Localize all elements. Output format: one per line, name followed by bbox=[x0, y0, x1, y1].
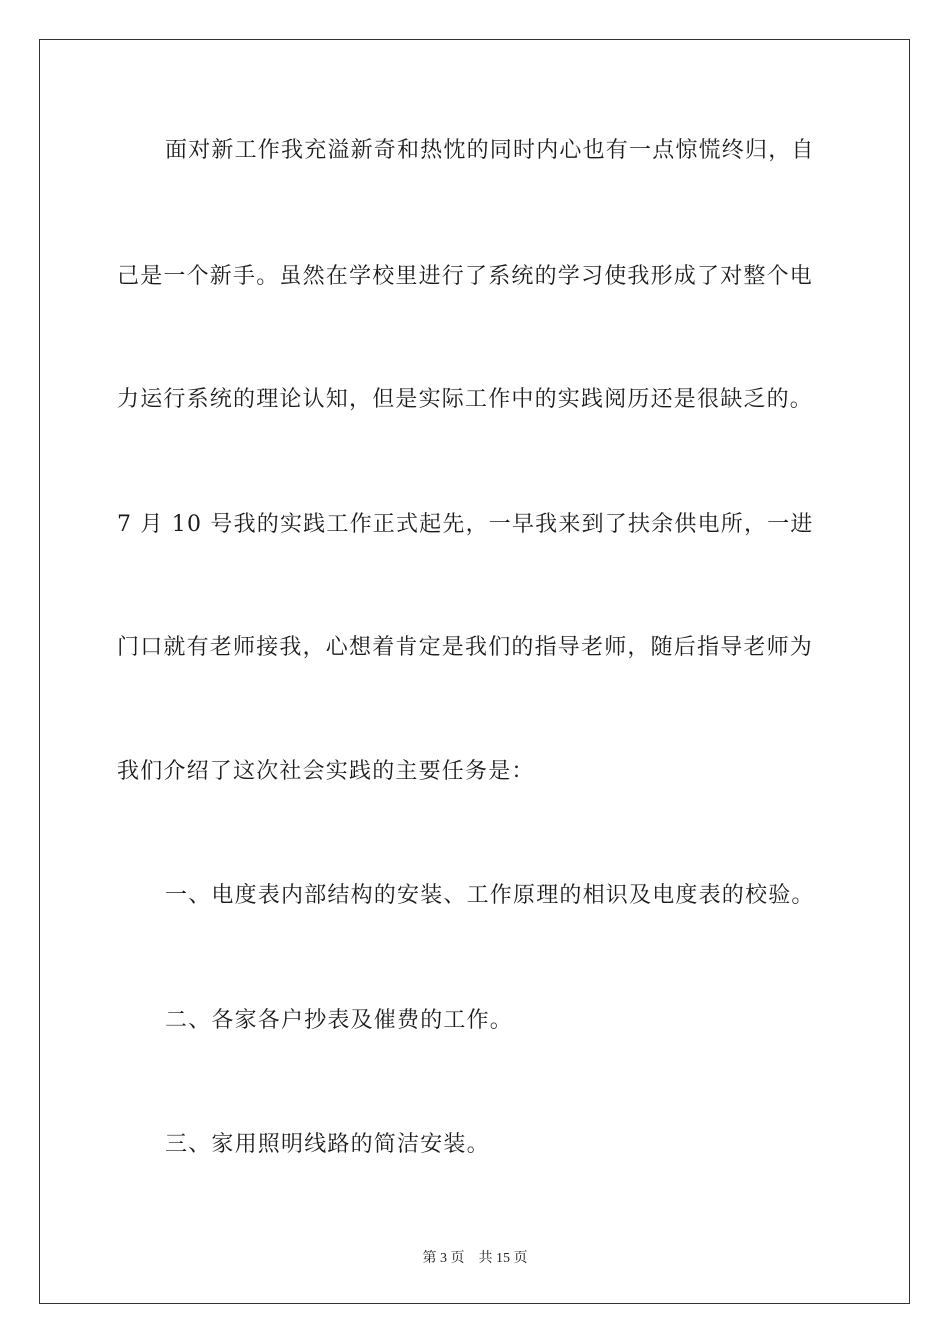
paragraph-line-5: 门口就有老师接我，心想着肯定是我们的指导老师，随后指导老师为 bbox=[117, 635, 814, 660]
page-total: 共 15 页 bbox=[478, 1251, 528, 1266]
task-item-3: 三、家用照明线路的简洁安装。 bbox=[165, 1132, 490, 1157]
paragraph-line-4: 7 月 10 号我的实践工作正式起先，一早我来到了扶余供电所，一进 bbox=[117, 512, 814, 537]
page-border bbox=[39, 39, 910, 1304]
page-number: 第 3 页 bbox=[422, 1251, 465, 1266]
paragraph-line-6: 我们介绍了这次社会实践的主要任务是： bbox=[117, 759, 535, 784]
page-footer bbox=[0, 1247, 950, 1267]
paragraph-line-2: 己是一个新手。虽然在学校里进行了系统的学习使我形成了对整个电 bbox=[117, 264, 814, 289]
paragraph-line-3: 力运行系统的理论认知，但是实际工作中的实践阅历还是很缺乏的。 bbox=[117, 387, 814, 412]
task-item-1: 一、电度表内部结构的安装、工作原理的相识及电度表的校验。 bbox=[165, 883, 815, 908]
paragraph-line-1: 面对新工作我充溢新奇和热忱的同时内心也有一点惊慌终归，自 bbox=[165, 138, 815, 163]
task-item-2: 二、各家各户抄表及催费的工作。 bbox=[165, 1008, 514, 1033]
